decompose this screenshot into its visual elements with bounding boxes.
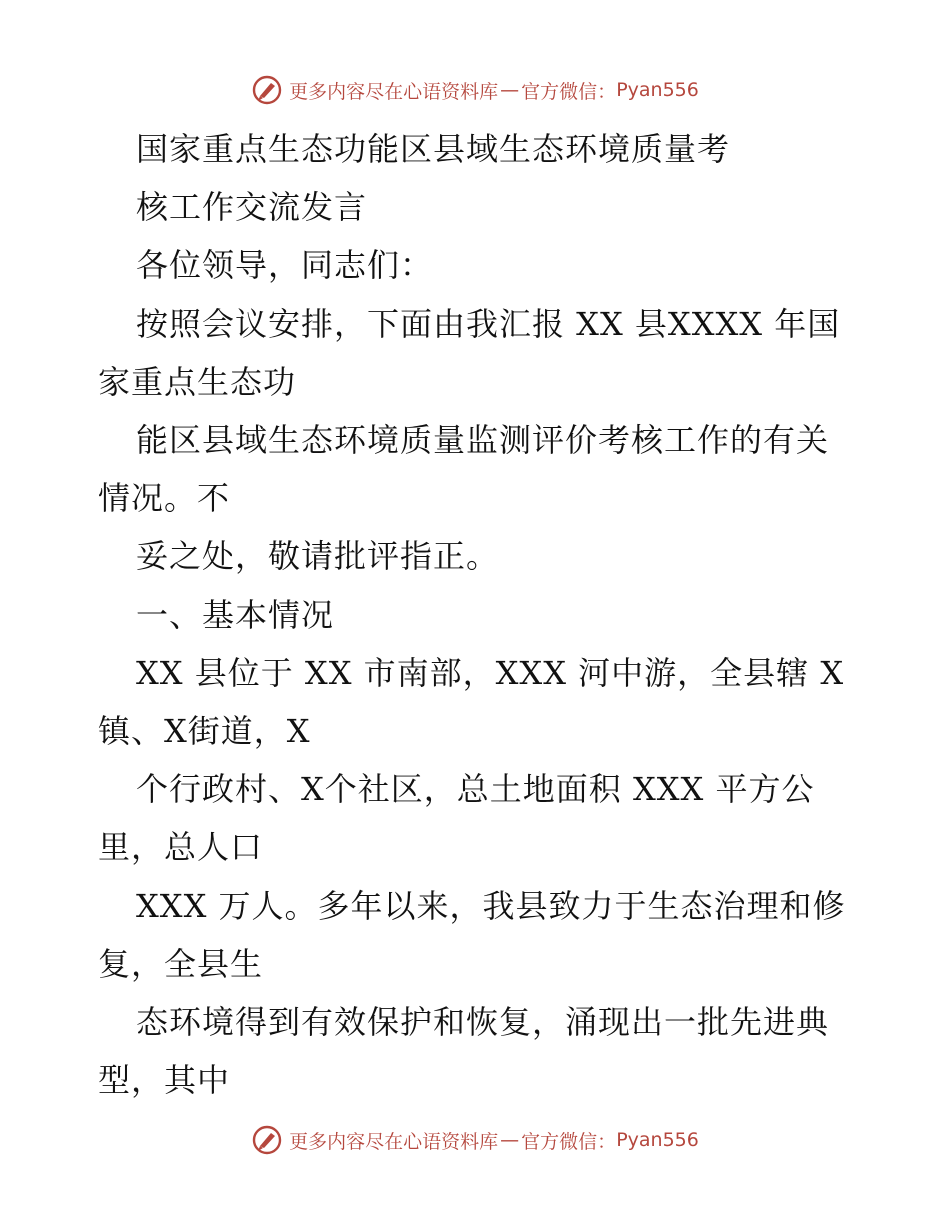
- text-line: 型，其中: [98, 1061, 231, 1100]
- text-line: 复，全县生: [98, 944, 264, 983]
- pen-logo-icon: [251, 74, 283, 106]
- document-title-line-2: 核工作交流发言: [136, 188, 368, 227]
- text-line: 妥之处，敬请批评指正。: [136, 537, 500, 576]
- text-line: XXX 万人。多年以来，我县致力于生态治理和修: [136, 886, 846, 925]
- text-line: 态环境得到有效保护和恢复，涌现出一批先进典: [136, 1003, 830, 1042]
- text-line: 家重点生态功: [98, 362, 297, 401]
- footer-watermark: [0, 1120, 950, 1160]
- watermark-id: Pyan556: [616, 79, 699, 101]
- watermark-separator: —: [500, 1129, 520, 1151]
- watermark-id: Pyan556: [616, 1129, 699, 1151]
- watermark-separator: —: [500, 79, 520, 101]
- text-line: 里，总人口: [98, 828, 264, 867]
- watermark-label: 官方微信：: [521, 80, 617, 103]
- text-line: 个行政村、X个社区，总土地面积 XXX 平方公: [136, 770, 815, 809]
- pen-logo-icon: [251, 1124, 283, 1156]
- watermark-site: 更多内容尽在心语资料库: [289, 80, 499, 103]
- greeting: 各位领导，同志们：: [136, 246, 434, 285]
- text-line: 按照会议安排，下面由我汇报 XX 县XXXX 年国: [136, 304, 841, 343]
- watermark-site: 更多内容尽在心语资料库: [289, 1130, 499, 1153]
- section-heading: 一、基本情况: [136, 595, 335, 634]
- text-line: 情况。不: [98, 479, 231, 518]
- document-body: [98, 120, 858, 1109]
- document-title-line-1: 国家重点生态功能区县域生态环境质量考: [136, 130, 731, 168]
- watermark-label: 官方微信：: [521, 1130, 617, 1153]
- text-line: 镇、X街道，X: [98, 712, 311, 751]
- header-watermark: [0, 70, 950, 110]
- text-line: XX 县位于 XX 市南部，XXX 河中游，全县辖 X: [136, 653, 845, 692]
- text-line: 能区县域生态环境质量监测评价考核工作的有关: [136, 421, 830, 460]
